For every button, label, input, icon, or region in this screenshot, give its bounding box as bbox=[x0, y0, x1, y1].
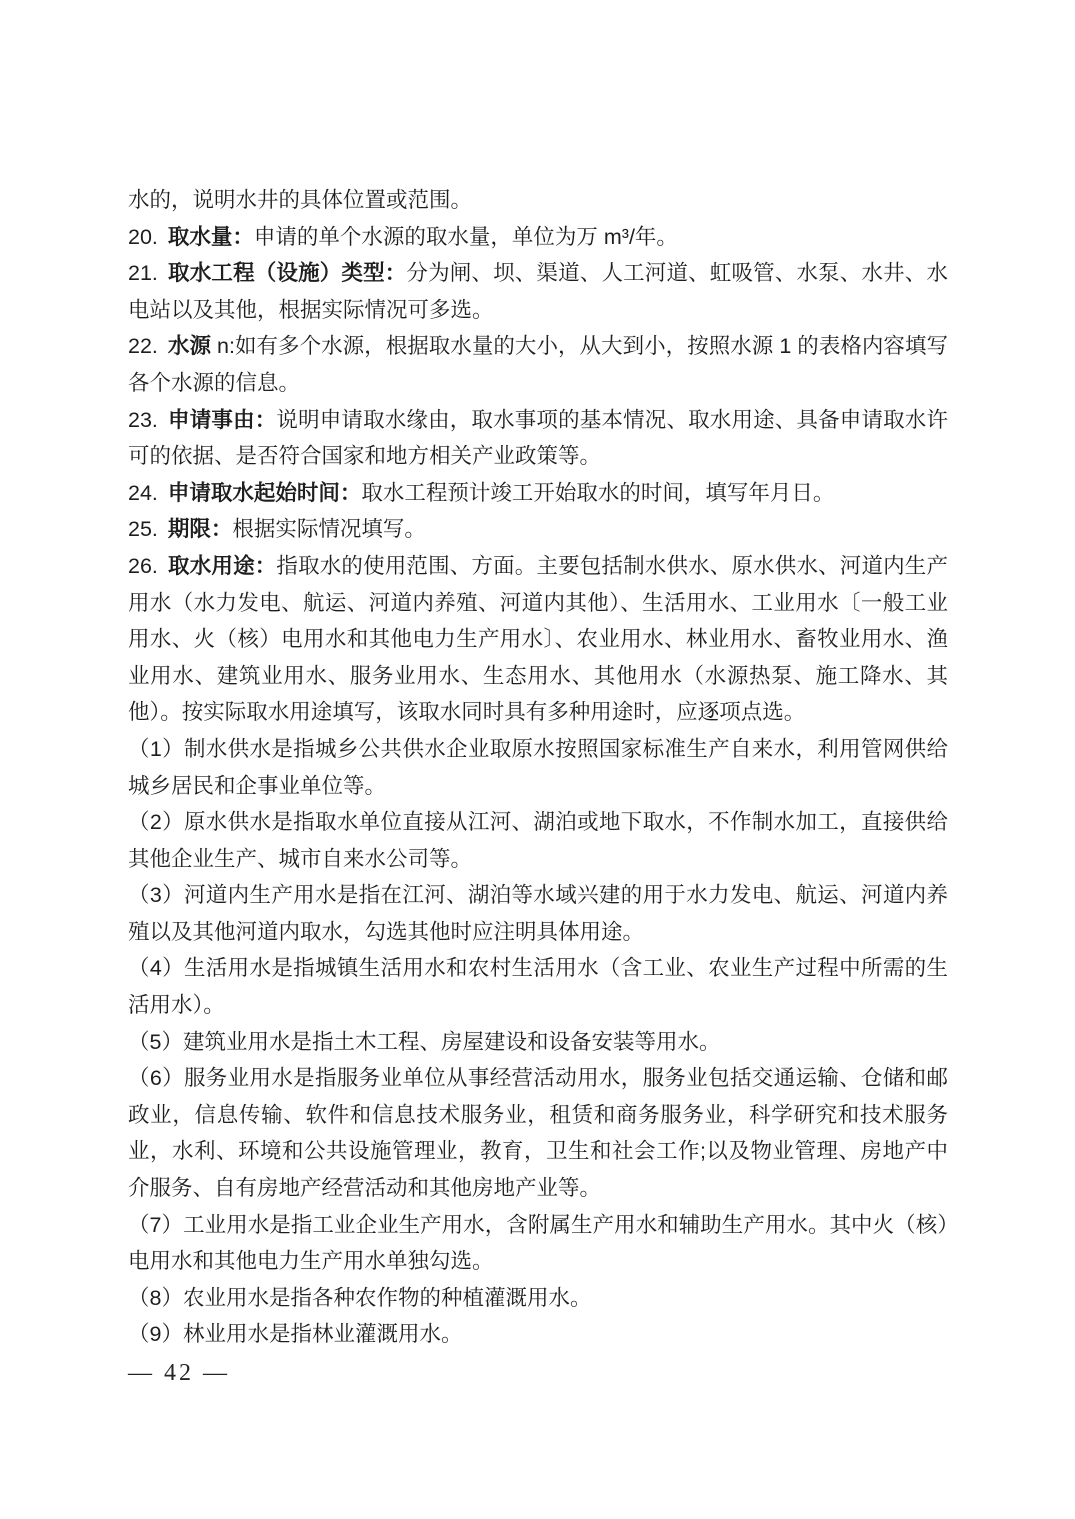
instruction-paragraph bbox=[128, 511, 948, 548]
instruction-paragraph bbox=[128, 402, 948, 475]
instruction-paragraph bbox=[128, 328, 948, 401]
item-text: 分为闸、坝、渠道、人工河道、虹吸管、水泵、水井、水电站以及其他，根据实际情况可多选。 bbox=[128, 261, 948, 322]
item-text: （1）制水供水是指城乡公共供水企业取原水按照国家标准生产自来水，利用管网供给城乡居民和企事业单位等。 bbox=[128, 736, 948, 798]
item-text: （7）工业用水是指工业企业生产用水，含附属生产用水和辅助生产用水。其中火（核）电用水和其他电力生产用水单独勾选。 bbox=[128, 1212, 948, 1274]
item-number: 22. bbox=[128, 334, 158, 359]
instruction-paragraph bbox=[128, 877, 948, 950]
item-text: 说明申请取水缘由，取水事项的基本情况、取水用途、具备申请取水许可的依据、是否符合国家和地方相关产业政策等。 bbox=[128, 407, 948, 469]
item-number: 25. bbox=[128, 517, 158, 542]
document-body bbox=[128, 182, 948, 1353]
item-label: 取水用途： bbox=[167, 553, 277, 578]
item-text: 水的，说明水井的具体位置或范围。 bbox=[128, 188, 473, 212]
item-label: 取水工程（设施）类型： bbox=[167, 261, 407, 286]
instruction-paragraph bbox=[128, 731, 948, 804]
item-text: （4）生活用水是指城镇生活用水和农村生活用水（含工业、农业生产过程中所需的生活用水）。 bbox=[128, 956, 948, 1018]
item-text: （5）建筑业用水是指土木工程、房屋建设和设备安装等用水。 bbox=[128, 1029, 721, 1054]
item-text: （3）河道内生产用水是指在江河、湖泊等水域兴建的用于水力发电、航运、河道内养殖以及其他河道内取水，勾选其他时应注明具体用途。 bbox=[128, 883, 948, 944]
item-text: 申请的单个水源的取水量，单位为万 m³/年。 bbox=[253, 224, 678, 249]
item-number: 26. bbox=[128, 553, 158, 578]
item-label: 取水量： bbox=[167, 224, 254, 249]
item-text: （9）林业用水是指林业灌溉用水。 bbox=[128, 1322, 463, 1347]
instruction-paragraph bbox=[128, 219, 948, 256]
item-text: 根据实际情况填写。 bbox=[232, 517, 426, 542]
instruction-paragraph bbox=[128, 548, 948, 731]
item-label: 申请取水起始时间： bbox=[167, 480, 362, 505]
instruction-paragraph bbox=[128, 1060, 948, 1206]
instruction-paragraph bbox=[128, 1316, 948, 1353]
instruction-paragraph bbox=[128, 182, 948, 219]
page-number: — 42 — bbox=[128, 1360, 230, 1386]
item-text: （8）农业用水是指各种农作物的种植灌溉用水。 bbox=[128, 1285, 592, 1310]
item-number: 23. bbox=[128, 407, 158, 432]
item-number: 20. bbox=[128, 224, 158, 249]
item-label: 申请事由： bbox=[167, 407, 277, 432]
item-text: 取水工程预计竣工开始取水的时间，填写年月日。 bbox=[361, 480, 835, 505]
instruction-paragraph bbox=[128, 804, 948, 877]
instruction-paragraph bbox=[128, 950, 948, 1023]
item-label: 水源 bbox=[167, 334, 211, 359]
item-number: 21. bbox=[128, 261, 158, 286]
instruction-paragraph bbox=[128, 1280, 948, 1317]
instruction-paragraph bbox=[128, 475, 948, 512]
instruction-paragraph bbox=[128, 1207, 948, 1280]
item-text: 指取水的使用范围、方面。主要包括制水供水、原水供水、河道内生产用水（水力发电、航运、河道内养殖、河道内其他）、生活用水、工业用水〔一般工业用水、火（核）电用水和其他电力生产用水〕、农业用水、林业用水、畜牧业用水、渔业用水、建筑业用水、服务业用水、生态用水、其他用水（水源热泵、施工降水、其他）。按实际取水用途填写，该取水同时具有多种用途时，应逐项点选。 bbox=[128, 553, 948, 725]
instruction-paragraph bbox=[128, 255, 948, 328]
item-number: 24. bbox=[128, 480, 158, 505]
item-text: n:如有多个水源，根据取水量的大小，从大到小，按照水源 1 的表格内容填写各个水源的信息。 bbox=[128, 334, 948, 395]
item-label: 期限： bbox=[167, 517, 233, 542]
item-text: （6）服务业用水是指服务业单位从事经营活动用水，服务业包括交通运输、仓储和邮政业，信息传输、软件和信息技术服务业，租赁和商务服务业，科学研究和技术服务业，水利、环境和公共设施管理业，教育，卫生和社会工作;以及物业管理、房地产中介服务、自有房地产经营活动和其他房地产业等。 bbox=[128, 1066, 948, 1201]
item-text: （2）原水供水是指取水单位直接从江河、湖泊或地下取水，不作制水加工，直接供给其他企业生产、城市自来水公司等。 bbox=[128, 810, 948, 871]
instruction-paragraph bbox=[128, 1024, 948, 1061]
